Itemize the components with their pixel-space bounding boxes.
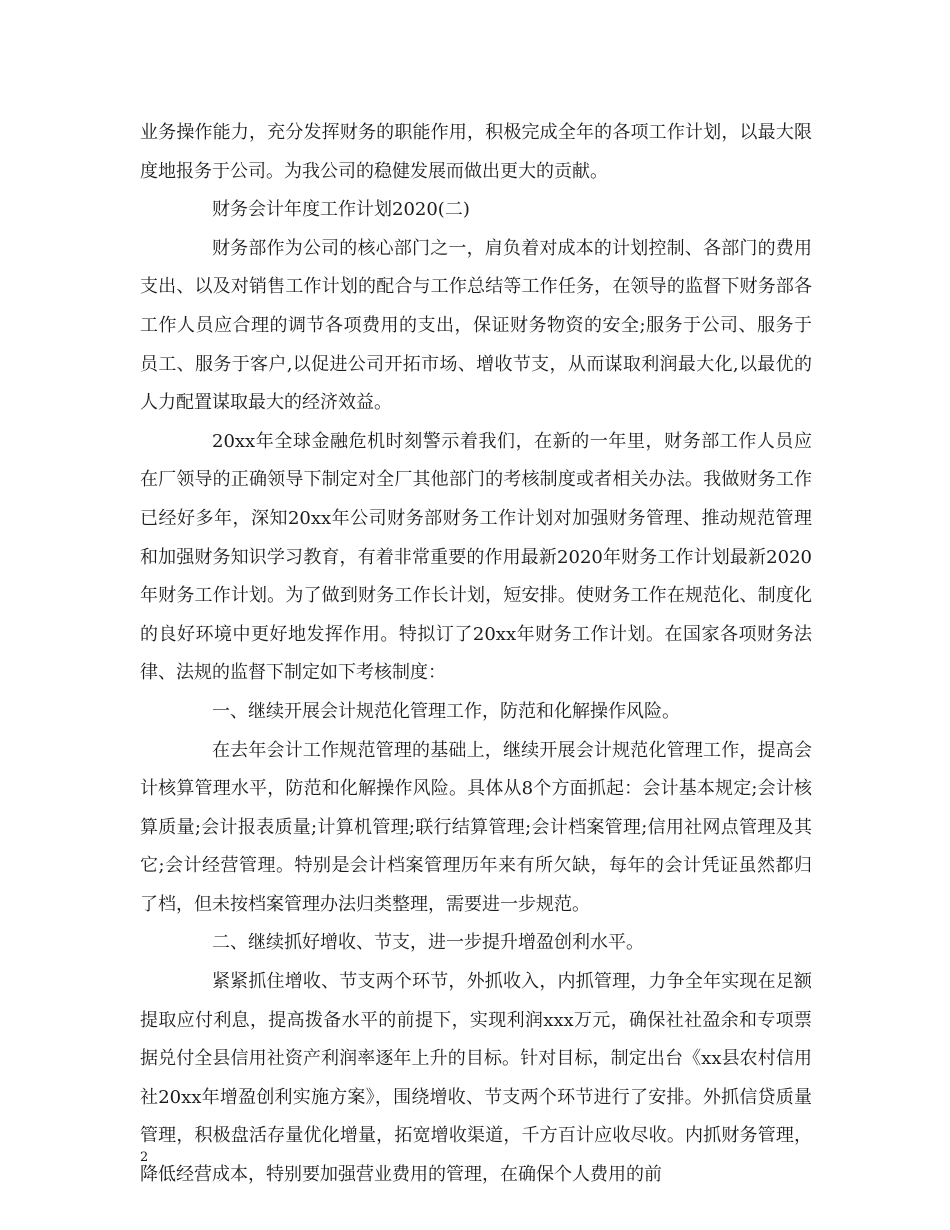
paragraph-continuation: 业务操作能力，充分发挥财务的职能作用，积极完成全年的各项工作计划，以最大限度地报务于公司。为我公司的稳健发展而做出更大的贡献。	[140, 122, 812, 182]
page-number: 2	[140, 1150, 149, 1165]
heading-item-one: 一、继续开展会计规范化管理工作，防范和化解操作风险。	[212, 700, 680, 722]
paragraph-revenue-cost: 紧紧抓住增收、节支两个环节，外抓收入，内抓管理，力争全年实现在足额提取应付利息，提高拨备水平的前提下，实现利润xxx万元，确保社社盈余和专项票据兑付全县信用社资产利润率逐年上升的目标。针对目标，制定出台《xx县农村信用社20xx年增盈创利实施方案》，围绕增收、节支两个环节进行了安排。外抓信贷质量管理，积极盘活存量优化增量，拓宽增收渠道，千方百计应收尽收。内抓财务管理，降低经营成本，特别要加强营业费用的管理，在确保个人费用的前	[140, 971, 812, 1186]
paragraph-financial-crisis: 20xx年全球金融危机时刻警示着我们，在新的一年里，财务部工作人员应在厂领导的正确领导下制定对全厂其他部门的考核制度或者相关办法。我做财务工作已经好多年，深知20xx年公司财务部财务工作计划对加强财务管理、推动规范管理和加强财务知识学习教育，有着非常重要的作用最新2020年财务工作计划最新2020年财务工作计划。为了做到财务工作长计划，短安排。使财务工作在规范化、制度化的良好环境中更好地发挥作用。特拟订了20xx年财务工作计划。在国家各项财务法律、法规的监督下制定如下考核制度：	[140, 430, 812, 684]
section-title: 财务会计年度工作计划2020(二)	[212, 199, 470, 221]
heading-item-two: 二、继续抓好增收、节支，进一步提升增盈创利水平。	[212, 932, 644, 954]
paragraph-finance-dept-role: 财务部作为公司的核心部门之一，肩负着对成本的计划控制、各部门的费用支出、以及对销售工作计划的配合与工作总结等工作任务，在领导的监督下财务部各工作人员应合理的调节各项费用的支出，保证财务物资的安全;服务于公司、服务于员工、服务于客户,以促进公司开拓市场、增收节支，从而谋取利润最大化,以最优的人力配置谋取最大的经济效益。	[140, 237, 812, 414]
paragraph-accounting-standardization: 在去年会计工作规范管理的基础上，继续开展会计规范化管理工作，提高会计核算管理水平，防范和化解操作风险。具体从8个方面抓起：会计基本规定;会计核算质量;会计报表质量;计算机管理;联行结算管理;会计档案管理;信用社网点管理及其它;会计经营管理。特别是会计档案管理历年来有所欠缺，每年的会计凭证虽然都归了档，但未按档案管理办法归类整理，需要进一步规范。	[140, 739, 812, 915]
document-body	[140, 114, 812, 1195]
